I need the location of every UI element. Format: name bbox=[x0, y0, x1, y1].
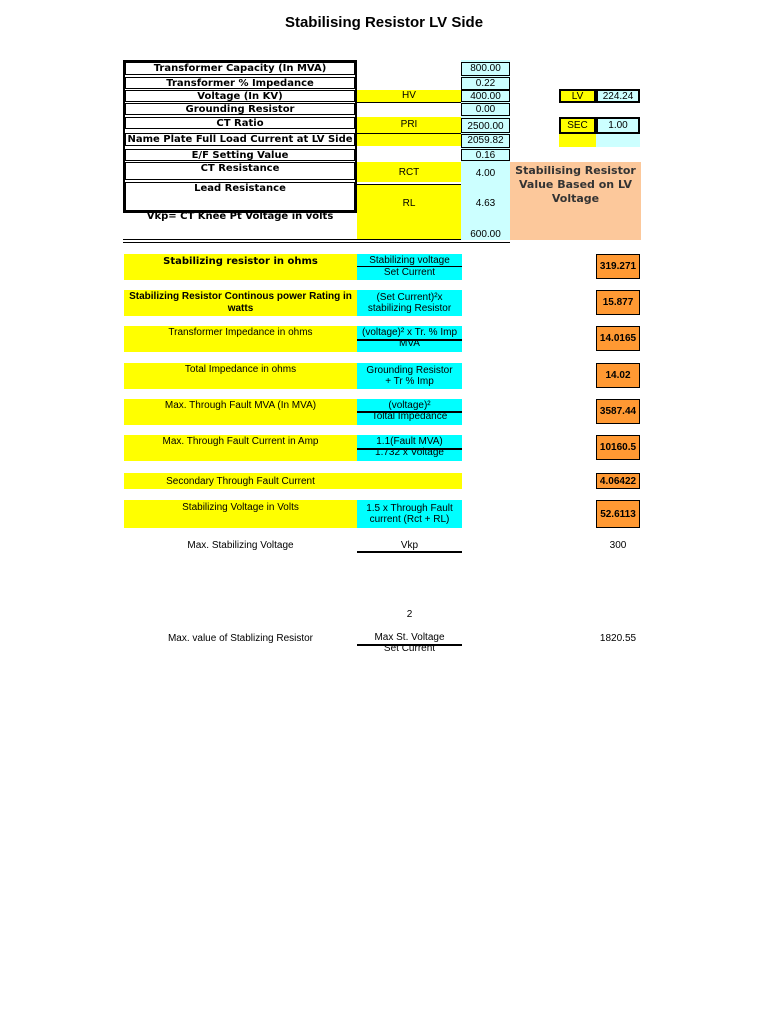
constant-value: 2 bbox=[406, 608, 413, 620]
label-ct-ratio: CT Ratio bbox=[125, 117, 355, 129]
max-stab-resistor-label: Max. value of Stablizing Resistor bbox=[167, 632, 314, 644]
value-capacity: 800.00 bbox=[461, 62, 510, 76]
rl-cell: RL bbox=[357, 184, 461, 239]
sec-value: 1.00 bbox=[596, 117, 640, 134]
pri-cell: PRI bbox=[357, 117, 461, 133]
result-label: Total Impedance in ohms bbox=[124, 363, 357, 389]
label-voltage: Voltage (In KV) bbox=[125, 90, 355, 102]
max-stab-resistor-formula: Max St. Voltage Set Current bbox=[374, 632, 445, 654]
value-grounding-resistor: 0.00 bbox=[461, 103, 510, 116]
result-value: 15.877 bbox=[596, 290, 640, 315]
result-value: 52.6113 bbox=[596, 500, 640, 528]
fraction-line bbox=[357, 644, 462, 646]
fraction-line bbox=[357, 339, 462, 341]
result-formula: Grounding Resistor + Tr % Imp bbox=[357, 363, 462, 389]
rct-cell: RCT bbox=[357, 162, 461, 182]
value-ct-resistance: 4.00 bbox=[461, 162, 510, 182]
value-ef-setting: 0.16 bbox=[461, 149, 510, 161]
value-voltage: 400.00 bbox=[461, 90, 510, 102]
max-stab-voltage-label: Max. Stabilizing Voltage bbox=[187, 539, 294, 551]
value-impedance: 0.22 bbox=[461, 77, 510, 90]
result-value: 14.0165 bbox=[596, 326, 640, 351]
value-ct-ratio: 2500.00 bbox=[461, 118, 510, 133]
label-ef-setting: E/F Setting Value bbox=[125, 149, 355, 161]
result-label: Secondary Through Fault Current bbox=[124, 473, 357, 489]
max-stab-voltage-formula: Vkp bbox=[400, 539, 419, 551]
result-formula: 1.1(Fault MVA) 1.732 x Voltage bbox=[357, 435, 462, 461]
page-title: Stabilising Resistor LV Side bbox=[284, 14, 484, 31]
result-value: 4.06422 bbox=[596, 473, 640, 489]
hv-cell: HV bbox=[357, 90, 461, 103]
value-vkp: 600.00 bbox=[461, 214, 510, 240]
max-stab-resistor-value: 1820.55 bbox=[599, 632, 637, 644]
result-formula: (Set Current)²x stabilizing Resistor bbox=[357, 290, 462, 316]
side-note-text: Stabilising Resistor Value Based on LV Voltage bbox=[515, 164, 636, 205]
result-label: Max. Through Fault Current in Amp bbox=[124, 435, 357, 461]
result-label: Max. Through Fault MVA (In MVA) bbox=[124, 399, 357, 425]
yellow-cell bbox=[559, 134, 596, 147]
max-stab-voltage-value: 300 bbox=[609, 539, 627, 551]
result-value: 10160.5 bbox=[596, 435, 640, 460]
result-formula: (voltage)² Toltal Impedance bbox=[357, 399, 462, 425]
lv-value: 224.24 bbox=[596, 89, 640, 103]
fraction-line bbox=[357, 551, 462, 553]
result-label: Stabilizing Voltage in Volts bbox=[124, 500, 357, 528]
result-value: 319.271 bbox=[596, 254, 640, 279]
fraction-line bbox=[357, 411, 462, 413]
label-lead-resistance: Lead Resistance bbox=[125, 182, 355, 211]
side-note bbox=[510, 162, 641, 240]
yellow-cell bbox=[357, 133, 461, 146]
label-ct-resistance: CT Resistance bbox=[125, 162, 355, 180]
label-transformer-impedance: Transformer % Impedance bbox=[125, 77, 355, 89]
result-value: 3587.44 bbox=[596, 399, 640, 424]
divider bbox=[123, 242, 510, 243]
label-full-load-current: Name Plate Full Load Current at LV Side bbox=[125, 133, 355, 146]
lv-label: LV bbox=[559, 89, 596, 103]
result-formula: 1.5 x Through Fault current (Rct + RL) bbox=[357, 500, 462, 528]
sec-label: SEC bbox=[559, 117, 596, 134]
result-formula: (voltage)² x Tr. % Imp MVA bbox=[357, 326, 462, 352]
fraction-line bbox=[357, 448, 462, 450]
cyan-cell bbox=[596, 134, 640, 147]
result-label: Stabilizing Resistor Continous power Rating in watts bbox=[124, 290, 357, 316]
result-label: Transformer Impedance in ohms bbox=[124, 326, 357, 352]
result-formula bbox=[357, 473, 462, 489]
label-transformer-capacity: Transformer Capacity (In MVA) bbox=[125, 62, 355, 75]
result-label: Stabilizing resistor in ohms bbox=[124, 254, 357, 280]
label-vkp: Vkp= CT Knee Pt Voltage in volts bbox=[146, 211, 334, 222]
value-full-load-current: 2059.82 bbox=[461, 134, 510, 148]
value-lead-resistance: 4.63 bbox=[461, 184, 510, 214]
label-grounding-resistor: Grounding Resistor bbox=[125, 103, 355, 115]
divider bbox=[123, 239, 510, 240]
result-formula: Stabilizing voltage Set Current bbox=[357, 254, 462, 280]
result-value: 14.02 bbox=[596, 363, 640, 388]
